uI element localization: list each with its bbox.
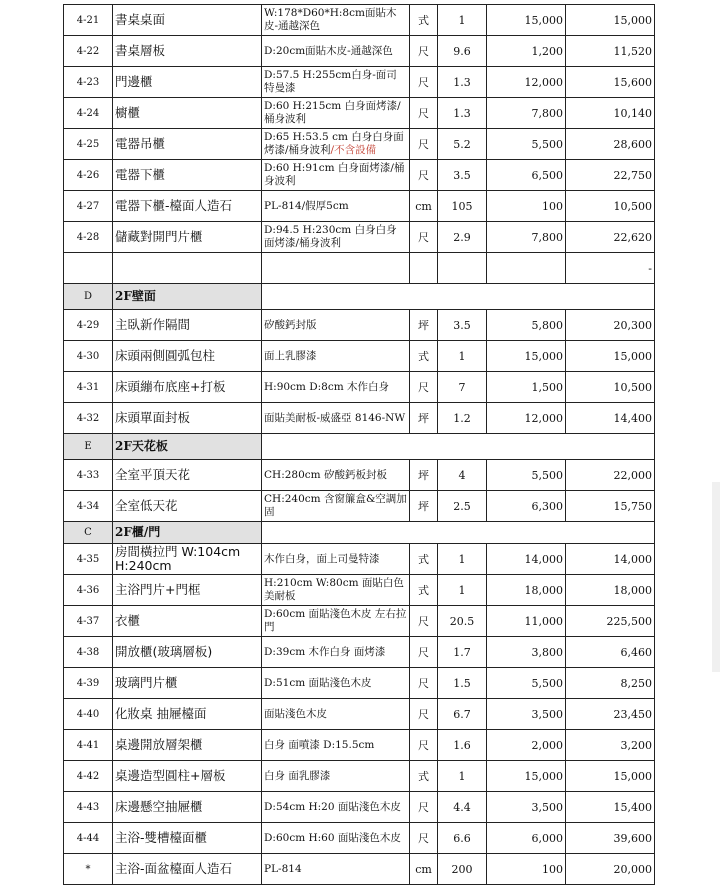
item-number: 4-30: [64, 341, 113, 372]
item-spec: PL-814/假厚5cm: [262, 191, 410, 222]
table-row: [64, 310, 655, 341]
item-number: 4-25: [64, 129, 113, 160]
item-number: 4-23: [64, 67, 113, 98]
item-number: 4-43: [64, 792, 113, 823]
item-spec: D:54cm H:20 面貼淺色木皮: [262, 792, 410, 823]
page-edge-shadow: [712, 482, 720, 672]
item-total: 10,140: [566, 98, 655, 129]
item-number: 4-44: [64, 823, 113, 854]
item-quantity: 3.5: [438, 160, 487, 191]
item-spec: 面貼淺色木皮: [262, 699, 410, 730]
item-total: 22,000: [566, 460, 655, 491]
item-number: 4-24: [64, 98, 113, 129]
item-name: 床頭兩側圓弧包柱: [113, 341, 262, 372]
item-spec: CH:240cm 含窗簾盒&空調加固: [262, 491, 410, 522]
item-spec: 木作白身，面上司曼特漆: [262, 544, 410, 575]
table-row: [64, 98, 655, 129]
item-number: 4-42: [64, 761, 113, 792]
item-number: 4-26: [64, 160, 113, 191]
item-name: 主浴-面盆檯面人造石: [113, 854, 262, 885]
item-spec: 面貼美耐板-威盛亞 8146-NW: [262, 403, 410, 434]
item-number: 4-38: [64, 637, 113, 668]
item-unit-price: 5,800: [487, 310, 566, 341]
item-quantity: 6.7: [438, 699, 487, 730]
item-total: 15,750: [566, 491, 655, 522]
item-name: 書桌層板: [113, 36, 262, 67]
item-spec: H:90cm D:8cm 木作白身: [262, 372, 410, 403]
item-spec: D:39cm 木作白身 面烤漆: [262, 637, 410, 668]
item-unit: cm: [410, 854, 438, 885]
item-quantity: 1.3: [438, 98, 487, 129]
item-unit-price: 6,500: [487, 160, 566, 191]
item-name: 電器下櫃: [113, 160, 262, 191]
item-spec: D:60cm H:60 面貼淺色木皮: [262, 823, 410, 854]
section-code: D: [64, 284, 113, 310]
item-quantity: 1.2: [438, 403, 487, 434]
item-number: 4-29: [64, 310, 113, 341]
item-number: 4-27: [64, 191, 113, 222]
item-name: 全室低天花: [113, 491, 262, 522]
item-number: 4-35: [64, 544, 113, 575]
item-quantity: 1.7: [438, 637, 487, 668]
table-row: [64, 460, 655, 491]
table-row: [64, 160, 655, 191]
item-spec: PL-814: [262, 854, 410, 885]
item-total: 14,400: [566, 403, 655, 434]
item-total: 15,000: [566, 761, 655, 792]
item-total: 11,520: [566, 36, 655, 67]
item-name: 化妝桌 抽屜檯面: [113, 699, 262, 730]
item-spec: D:57.5 H:255cm白身-面司特曼漆: [262, 67, 410, 98]
table-row: [64, 730, 655, 761]
section-header-row: [64, 522, 655, 544]
item-unit: 式: [410, 575, 438, 606]
table-row: [64, 222, 655, 253]
item-number: 4-28: [64, 222, 113, 253]
item-total: 10,500: [566, 191, 655, 222]
item-total: 14,000: [566, 544, 655, 575]
item-unit-price: 5,500: [487, 668, 566, 699]
item-quantity: 20.5: [438, 606, 487, 637]
item-quantity: 200: [438, 854, 487, 885]
item-total: 225,500: [566, 606, 655, 637]
table-row: [64, 36, 655, 67]
section-filler: [262, 522, 655, 544]
item-unit-price: 14,000: [487, 544, 566, 575]
item-spec: H:210cm W:80cm 面貼白色美耐板: [262, 575, 410, 606]
item-unit: 尺: [410, 792, 438, 823]
item-name: 主浴門片+門框: [113, 575, 262, 606]
item-unit: cm: [410, 191, 438, 222]
item-unit: 尺: [410, 129, 438, 160]
item-name: 門邊櫃: [113, 67, 262, 98]
item-number: 4-31: [64, 372, 113, 403]
item-unit-price: 1,200: [487, 36, 566, 67]
item-quantity: 2.9: [438, 222, 487, 253]
item-total: 20,000: [566, 854, 655, 885]
item-name: 床頭繃布底座+打板: [113, 372, 262, 403]
item-quantity: 1.6: [438, 730, 487, 761]
item-total: 15,600: [566, 67, 655, 98]
table-row: [64, 792, 655, 823]
item-name: [113, 253, 262, 284]
item-quantity: 7: [438, 372, 487, 403]
item-unit-price: 7,800: [487, 98, 566, 129]
item-number: 4-41: [64, 730, 113, 761]
section-filler: [262, 434, 655, 460]
item-total: 18,000: [566, 575, 655, 606]
item-quantity: 1: [438, 575, 487, 606]
table-row: [64, 575, 655, 606]
item-name: 儲藏對開門片櫃: [113, 222, 262, 253]
item-total: 10,500: [566, 372, 655, 403]
item-number: 4-33: [64, 460, 113, 491]
section-header-row: [64, 284, 655, 310]
item-unit: 尺: [410, 606, 438, 637]
item-spec-note: /不含設備: [330, 144, 377, 156]
item-name: 衣櫃: [113, 606, 262, 637]
item-unit-price: 6,000: [487, 823, 566, 854]
item-name: 電器吊櫃: [113, 129, 262, 160]
table-row: [64, 668, 655, 699]
item-quantity: 5.2: [438, 129, 487, 160]
table-row: [64, 372, 655, 403]
table-row: [64, 823, 655, 854]
item-total: 28,600: [566, 129, 655, 160]
section-header-row: [64, 434, 655, 460]
item-spec: D:51cm 面貼淺色木皮: [262, 668, 410, 699]
item-total: 22,620: [566, 222, 655, 253]
item-spec: CH:280cm 矽酸鈣板封板: [262, 460, 410, 491]
section-code: E: [64, 434, 113, 460]
item-spec: 面上乳膠漆: [262, 341, 410, 372]
table-row: [64, 491, 655, 522]
item-unit-price: 12,000: [487, 67, 566, 98]
item-unit-price: 15,000: [487, 761, 566, 792]
item-number: 4-40: [64, 699, 113, 730]
item-unit: [410, 253, 438, 284]
item-quantity: 1: [438, 341, 487, 372]
item-name: 玻璃門片櫃: [113, 668, 262, 699]
table-row: [64, 544, 655, 575]
item-unit-price: 100: [487, 854, 566, 885]
item-quantity: 3.5: [438, 310, 487, 341]
item-number: 4-32: [64, 403, 113, 434]
item-unit-price: 1,500: [487, 372, 566, 403]
item-total: 15,000: [566, 5, 655, 36]
table-row: [64, 606, 655, 637]
item-total: 6,460: [566, 637, 655, 668]
item-unit-price: 12,000: [487, 403, 566, 434]
item-number: 4-36: [64, 575, 113, 606]
table-row: [64, 854, 655, 885]
item-name: 主浴-雙槽檯面櫃: [113, 823, 262, 854]
item-unit-price: 18,000: [487, 575, 566, 606]
item-unit-price: 15,000: [487, 341, 566, 372]
table-row: [64, 341, 655, 372]
item-unit: 尺: [410, 372, 438, 403]
item-unit-price: 11,000: [487, 606, 566, 637]
item-name: 房間橫拉門 W:104cm H:240cm: [113, 544, 262, 575]
item-spec: D:60cm 面貼淺色木皮 左右拉門: [262, 606, 410, 637]
item-unit: 坪: [410, 403, 438, 434]
item-unit: 坪: [410, 460, 438, 491]
item-quantity: 105: [438, 191, 487, 222]
quotation-table: [63, 4, 655, 885]
item-unit-price: [487, 253, 566, 284]
item-quantity: [438, 253, 487, 284]
item-name: 櫥櫃: [113, 98, 262, 129]
item-total: -: [566, 253, 655, 284]
item-number: 4-39: [64, 668, 113, 699]
item-unit-price: 100: [487, 191, 566, 222]
item-spec: D:20cm面貼木皮-通越深色: [262, 36, 410, 67]
section-title: 2F天花板: [113, 434, 262, 460]
table-row: [64, 637, 655, 668]
item-unit: 坪: [410, 310, 438, 341]
item-unit: 坪: [410, 491, 438, 522]
table-row: [64, 761, 655, 792]
item-quantity: 4.4: [438, 792, 487, 823]
quotation-table-body: [64, 5, 655, 885]
item-total: 39,600: [566, 823, 655, 854]
item-quantity: 9.6: [438, 36, 487, 67]
item-unit-price: 3,500: [487, 792, 566, 823]
item-spec: [262, 253, 410, 284]
item-number: 4-22: [64, 36, 113, 67]
item-spec: D:60 H:91cm 白身面烤漆/桶身波利: [262, 160, 410, 191]
item-total: 22,750: [566, 160, 655, 191]
table-row: [64, 253, 655, 284]
table-row: [64, 191, 655, 222]
item-unit: 式: [410, 544, 438, 575]
section-title: 2F壁面: [113, 284, 262, 310]
item-unit-price: 7,800: [487, 222, 566, 253]
item-spec: 矽酸鈣封版: [262, 310, 410, 341]
item-total: 8,250: [566, 668, 655, 699]
item-spec: W:178*D60*H:8cm面貼木皮-通越深色: [262, 5, 410, 36]
table-row: [64, 67, 655, 98]
item-quantity: 1.3: [438, 67, 487, 98]
item-unit: 尺: [410, 637, 438, 668]
item-unit: 尺: [410, 98, 438, 129]
item-number: 4-34: [64, 491, 113, 522]
item-number: [64, 253, 113, 284]
item-unit-price: 5,500: [487, 129, 566, 160]
item-unit-price: 5,500: [487, 460, 566, 491]
item-number: 4-21: [64, 5, 113, 36]
item-name: 床邊懸空抽屜櫃: [113, 792, 262, 823]
item-spec: [262, 129, 410, 160]
item-name: 桌邊開放層架櫃: [113, 730, 262, 761]
item-name: 開放櫃(玻璃層板): [113, 637, 262, 668]
item-name: 床頭單面封板: [113, 403, 262, 434]
item-unit-price: 2,000: [487, 730, 566, 761]
item-quantity: 2.5: [438, 491, 487, 522]
item-quantity: 6.6: [438, 823, 487, 854]
item-unit: 尺: [410, 699, 438, 730]
item-name: 主臥新作隔間: [113, 310, 262, 341]
section-title: 2F櫃/門: [113, 522, 262, 544]
item-spec: 白身 面噴漆 D:15.5cm: [262, 730, 410, 761]
table-row: [64, 5, 655, 36]
section-code: C: [64, 522, 113, 544]
item-quantity: 1: [438, 5, 487, 36]
item-name: 桌邊造型圓柱+層板: [113, 761, 262, 792]
item-total: 20,300: [566, 310, 655, 341]
item-unit-price: 3,800: [487, 637, 566, 668]
table-row: [64, 699, 655, 730]
item-number: *: [64, 854, 113, 885]
item-unit: 尺: [410, 668, 438, 699]
item-total: 15,400: [566, 792, 655, 823]
item-unit-price: 6,300: [487, 491, 566, 522]
item-quantity: 1.5: [438, 668, 487, 699]
item-total: 15,000: [566, 341, 655, 372]
item-quantity: 4: [438, 460, 487, 491]
item-spec: 白身 面乳膠漆: [262, 761, 410, 792]
item-spec: D:94.5 H:230cm 白身白身面烤漆/桶身波利: [262, 222, 410, 253]
item-name: 電器下櫃-檯面人造石: [113, 191, 262, 222]
item-spec: D:60 H:215cm 白身面烤漆/桶身波利: [262, 98, 410, 129]
item-unit: 尺: [410, 36, 438, 67]
item-unit: 尺: [410, 730, 438, 761]
item-unit: 尺: [410, 160, 438, 191]
item-spec-text: D:65 H:53.5 cm 白身白身面烤漆/桶身波利: [264, 131, 404, 156]
item-unit: 尺: [410, 67, 438, 98]
item-quantity: 1: [438, 761, 487, 792]
item-unit: 尺: [410, 222, 438, 253]
item-quantity: 1: [438, 544, 487, 575]
item-unit: 式: [410, 761, 438, 792]
item-unit-price: 15,000: [487, 5, 566, 36]
item-number: 4-37: [64, 606, 113, 637]
item-total: 23,450: [566, 699, 655, 730]
item-unit-price: 3,500: [487, 699, 566, 730]
table-row: [64, 129, 655, 160]
table-row: [64, 403, 655, 434]
item-name: 書桌桌面: [113, 5, 262, 36]
item-unit: 式: [410, 5, 438, 36]
section-filler: [262, 284, 655, 310]
item-total: 3,200: [566, 730, 655, 761]
item-unit: 式: [410, 341, 438, 372]
item-unit: 尺: [410, 823, 438, 854]
item-name: 全室平頂天花: [113, 460, 262, 491]
